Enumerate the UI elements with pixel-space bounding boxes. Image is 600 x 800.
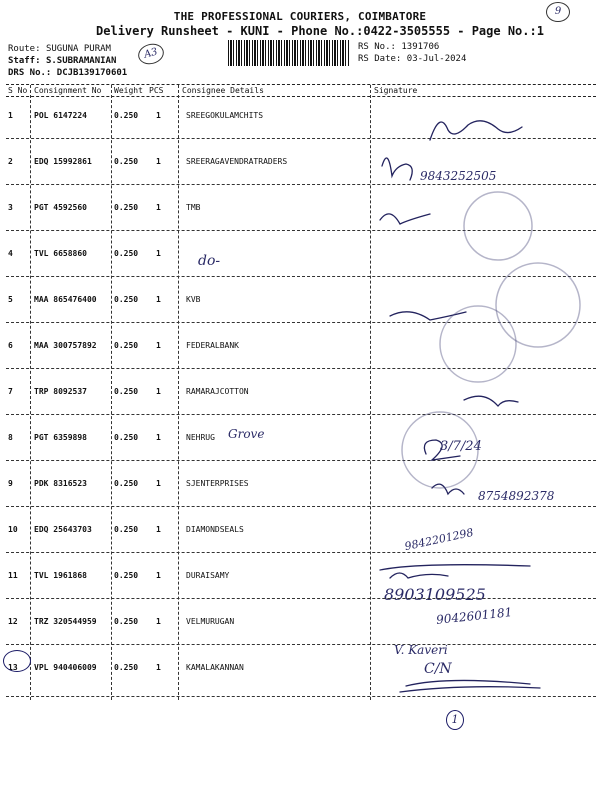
row-sno: 3 [8, 203, 13, 212]
row-pcs: 1 [156, 111, 161, 120]
row-handwritten-name: V. Kaveri [394, 643, 448, 657]
row-consignee: KVB [186, 295, 201, 304]
signature-row11 [380, 565, 530, 578]
rs-no-value: 1391706 [401, 42, 440, 52]
row-pcs: 1 [156, 433, 161, 442]
row-sno: 12 [8, 617, 18, 626]
row-sno: 9 [8, 479, 13, 488]
row-handwritten-ditto: do- [198, 253, 221, 269]
drs-label: DRS No.: [8, 68, 52, 78]
route-value: SUGUNA PURAM [45, 44, 111, 54]
footer-mark: 1 [446, 710, 464, 730]
row-consignee: DIAMONDSEALS [186, 525, 244, 534]
row-consignment: MAA 865476400 [34, 295, 97, 304]
row-consignee: FEDERALBANK [186, 341, 239, 350]
staff-label: Staff: [8, 56, 41, 66]
signature-row2 [382, 158, 412, 180]
signatures-layer [370, 100, 596, 700]
row-sno: 6 [8, 341, 13, 350]
row-handwritten-phone: 8754892378 [478, 489, 555, 503]
th-weight: Weight [114, 86, 143, 95]
row-consignee: RAMARAJCOTTON [186, 387, 249, 396]
row-sno: 8 [8, 433, 13, 442]
drs-line [8, 68, 127, 78]
row-consignment: MAA 300757892 [34, 341, 97, 350]
signature-row1 [430, 121, 522, 140]
row-pcs: 1 [156, 295, 161, 304]
row-13-circle-mark [3, 650, 31, 672]
route-mark: A3 [136, 41, 166, 67]
signature-row13 [400, 680, 540, 692]
row-consignment: PGT 4592560 [34, 203, 87, 212]
table-top-rule [6, 84, 596, 85]
row-consignee: VELMURUGAN [186, 617, 235, 626]
stamp-row8 [402, 412, 478, 488]
rs-date-line [358, 54, 466, 64]
signature-row7 [464, 396, 518, 406]
row-sno: 11 [8, 571, 18, 580]
row-sno: 13 [8, 663, 18, 672]
row-weight: 0.250 [114, 433, 139, 442]
row-consignee: SREERAGAVENDRATRADERS [186, 157, 288, 166]
rs-no-line [358, 42, 439, 52]
row-sno: 5 [8, 295, 13, 304]
row-consignment: TRZ 320544959 [34, 617, 97, 626]
row-consignment: TVL 6658860 [34, 249, 87, 258]
row-pcs: 1 [156, 203, 161, 212]
row-handwritten-note: Grove [228, 427, 265, 441]
row-consignee: NEHRUG [186, 433, 215, 442]
row-sno: 2 [8, 157, 13, 166]
row-consignee: DURAISAMY [186, 571, 230, 580]
row-sno: 4 [8, 249, 13, 258]
row-weight: 0.250 [114, 249, 139, 258]
row-consignee: TMB [186, 203, 201, 212]
row-consignee: SJENTERPRISES [186, 479, 249, 488]
signature-row3 [380, 214, 430, 224]
row-handwritten-phone: 9843252505 [420, 169, 497, 183]
row-pcs: 1 [156, 157, 161, 166]
row-weight: 0.250 [114, 479, 139, 488]
row-sno: 1 [8, 111, 13, 120]
row-handwritten-phone: 9042601181 [435, 605, 513, 627]
row-handwritten-date: 3/7/24 [440, 439, 482, 454]
row-consignment: PDK 8316523 [34, 479, 87, 488]
drs-value: DCJB139170601 [56, 68, 128, 78]
row-weight: 0.250 [114, 663, 139, 672]
signature-row8 [424, 440, 460, 460]
row-pcs: 1 [156, 387, 161, 396]
signature-row9 [432, 484, 464, 494]
row-handwritten-cn: C/N [424, 661, 452, 677]
row-pcs: 1 [156, 617, 161, 626]
route-line [8, 44, 111, 54]
page-title: THE PROFESSIONAL COURIERS, COIMBATORE [173, 10, 427, 23]
row-consignment: TRP 8092537 [34, 387, 87, 396]
barcode [228, 40, 350, 66]
row-weight: 0.250 [114, 111, 139, 120]
rs-date-value: 03-Jul-2024 [406, 54, 467, 64]
th-pcs: PCS [149, 86, 164, 95]
row-pcs: 1 [156, 525, 161, 534]
row-pcs: 1 [156, 663, 161, 672]
row-weight: 0.250 [114, 203, 139, 212]
row-pcs: 1 [156, 341, 161, 350]
th-consignee: Consignee Details [182, 86, 264, 95]
page-mark: 9 [554, 6, 562, 17]
row-consignment: TVL 1961868 [34, 571, 87, 580]
row-consignment: VPL 940406009 [34, 663, 97, 672]
row-consignment: EDQ 15992861 [34, 157, 92, 166]
stamp-row3 [464, 192, 532, 260]
row-pcs: 1 [156, 479, 161, 488]
th-signature: Signature [374, 86, 418, 95]
row-consignment: EDQ 25643703 [34, 525, 92, 534]
row-pcs: 1 [156, 571, 161, 580]
rs-no-label: RS No.: [358, 42, 396, 52]
th-sno: S No [8, 86, 28, 95]
stamp-row5 [496, 263, 580, 347]
row-weight: 0.250 [114, 295, 139, 304]
row-weight: 0.250 [114, 617, 139, 626]
row-weight: 0.250 [114, 157, 139, 166]
th-consignment: Consignment No [34, 86, 102, 95]
row-consignee: SREEGOKULAMCHITS [186, 111, 264, 120]
row-pcs: 1 [156, 249, 161, 258]
row-sno: 7 [8, 387, 13, 396]
row-consignee: KAMALAKANNAN [186, 663, 244, 672]
staff-line [8, 56, 116, 66]
stamp-row6 [440, 306, 516, 382]
row-consignment: POL 6147224 [34, 111, 87, 120]
signature-row5 [390, 312, 466, 320]
row-sno: 10 [8, 525, 18, 534]
row-weight: 0.250 [114, 387, 139, 396]
row-handwritten-phone: 8903109525 [384, 585, 486, 604]
route-label: Route: [8, 44, 41, 54]
row-consignment: PGT 6359898 [34, 433, 87, 442]
rs-date-label: RS Date: [358, 54, 402, 64]
page-subtitle: Delivery Runsheet - KUNI - Phone No.:0422-3505555 - Page No.:1 [96, 24, 544, 38]
row-weight: 0.250 [114, 341, 139, 350]
row-weight: 0.250 [114, 525, 139, 534]
staff-value: S.SUBRAMANIAN [45, 56, 117, 66]
row-handwritten-phone: 9842201298 [403, 525, 475, 554]
row-weight: 0.250 [114, 571, 139, 580]
